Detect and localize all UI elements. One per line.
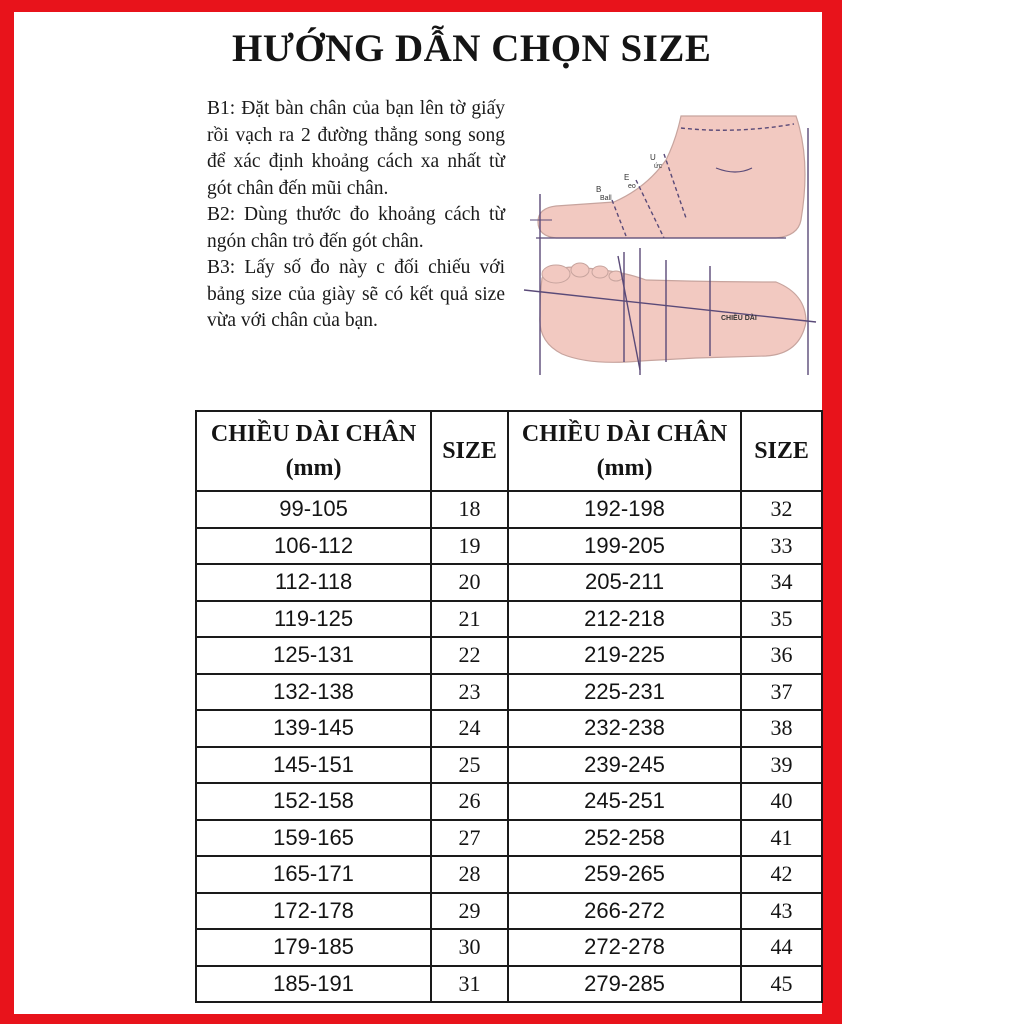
size-cell: 39 xyxy=(741,747,822,784)
table-row xyxy=(196,966,822,1003)
header-size-left: SIZE xyxy=(431,411,508,491)
size-cell: 40 xyxy=(741,783,822,820)
length-cell: 132-138 xyxy=(196,674,431,711)
top-frame-band xyxy=(0,0,842,12)
table-row xyxy=(196,601,822,638)
length-cell: 225-231 xyxy=(508,674,741,711)
length-cell: 185-191 xyxy=(196,966,431,1003)
length-cell: 152-158 xyxy=(196,783,431,820)
length-cell: 219-225 xyxy=(508,637,741,674)
header-size-right: SIZE xyxy=(741,411,822,491)
size-cell: 37 xyxy=(741,674,822,711)
length-cell: 112-118 xyxy=(196,564,431,601)
length-cell: 145-151 xyxy=(196,747,431,784)
size-cell: 27 xyxy=(431,820,508,857)
length-cell: 252-258 xyxy=(508,820,741,857)
size-cell: 34 xyxy=(741,564,822,601)
header-length-text: CHIỀU DÀI CHÂN xyxy=(521,421,728,447)
size-cell: 22 xyxy=(431,637,508,674)
size-cell: 19 xyxy=(431,528,508,565)
length-cell: 232-238 xyxy=(508,710,741,747)
header-length-left xyxy=(196,411,431,491)
size-cell: 25 xyxy=(431,747,508,784)
size-cell: 45 xyxy=(741,966,822,1003)
size-cell: 35 xyxy=(741,601,822,638)
table-row xyxy=(196,674,822,711)
length-cell: 165-171 xyxy=(196,856,431,893)
size-cell: 23 xyxy=(431,674,508,711)
size-cell: 31 xyxy=(431,966,508,1003)
header-unit-text: (mm) xyxy=(285,455,342,481)
size-table-body xyxy=(196,491,822,1002)
length-cell: 125-131 xyxy=(196,637,431,674)
size-cell: 29 xyxy=(431,893,508,930)
table-row xyxy=(196,491,822,528)
length-cell: 279-285 xyxy=(508,966,741,1003)
size-cell: 44 xyxy=(741,929,822,966)
size-cell: 38 xyxy=(741,710,822,747)
table-header-row xyxy=(196,411,822,491)
length-cell: 119-125 xyxy=(196,601,431,638)
table-row xyxy=(196,783,822,820)
header-length-right xyxy=(508,411,741,491)
length-cell: 239-245 xyxy=(508,747,741,784)
length-cell: 179-185 xyxy=(196,929,431,966)
header-unit-text: (mm) xyxy=(596,455,653,481)
length-cell: 172-178 xyxy=(196,893,431,930)
label-chieu-dai: CHIỀU DÀI xyxy=(721,315,757,322)
length-cell: 99-105 xyxy=(196,491,431,528)
length-cell: 266-272 xyxy=(508,893,741,930)
size-cell: 42 xyxy=(741,856,822,893)
length-cell: 205-211 xyxy=(508,564,741,601)
size-cell: 41 xyxy=(741,820,822,857)
table-row xyxy=(196,564,822,601)
label-eo: eo xyxy=(628,183,636,190)
table-row xyxy=(196,820,822,857)
length-cell: 212-218 xyxy=(508,601,741,638)
label-b: B xyxy=(596,185,602,194)
table-row xyxy=(196,747,822,784)
length-cell: 192-198 xyxy=(508,491,741,528)
size-cell: 36 xyxy=(741,637,822,674)
length-cell: 199-205 xyxy=(508,528,741,565)
length-cell: 272-278 xyxy=(508,929,741,966)
page-title: HƯỚNG DẪN CHỌN SIZE xyxy=(232,27,712,70)
label-u: U xyxy=(650,153,656,162)
right-margin xyxy=(840,0,1024,1024)
size-cell: 26 xyxy=(431,783,508,820)
size-cell: 21 xyxy=(431,601,508,638)
table-row xyxy=(196,856,822,893)
size-table xyxy=(195,410,823,1003)
table-row xyxy=(196,929,822,966)
length-cell: 139-145 xyxy=(196,710,431,747)
step-1: B1: Đặt bàn chân của bạn lên tờ giấy rồi vạch ra 2 đường thẳng song song để xác định khoảng cách xa nhất từ gót chân đến mũi chân. xyxy=(207,98,505,199)
table-row xyxy=(196,637,822,674)
size-cell: 24 xyxy=(431,710,508,747)
foot-measure-diagram xyxy=(516,100,826,380)
step-3: B3: Lấy số đo này c đối chiếu với bảng size của giày sẽ có kết quả size vừa với chân của bạn. xyxy=(207,257,505,331)
length-cell: 259-265 xyxy=(508,856,741,893)
table-row xyxy=(196,893,822,930)
label-e: E xyxy=(624,173,630,182)
bottom-frame-band xyxy=(0,1014,842,1024)
instructions xyxy=(207,96,505,335)
size-cell: 32 xyxy=(741,491,822,528)
table-row xyxy=(196,710,822,747)
length-cell: 106-112 xyxy=(196,528,431,565)
label-ball: Ball xyxy=(600,195,612,202)
size-cell: 20 xyxy=(431,564,508,601)
size-cell: 43 xyxy=(741,893,822,930)
size-cell: 33 xyxy=(741,528,822,565)
step-2: B2: Dùng thước đo khoảng cách từ ngón chân trỏ đến gót chân. xyxy=(207,204,505,252)
table-row xyxy=(196,528,822,565)
header-length-text: CHIỀU DÀI CHÂN xyxy=(210,421,417,447)
size-cell: 18 xyxy=(431,491,508,528)
size-cell: 30 xyxy=(431,929,508,966)
length-cell: 245-251 xyxy=(508,783,741,820)
foot-sole-view xyxy=(540,267,806,362)
label-uc: ức xyxy=(654,163,663,170)
size-cell: 28 xyxy=(431,856,508,893)
length-cell: 159-165 xyxy=(196,820,431,857)
